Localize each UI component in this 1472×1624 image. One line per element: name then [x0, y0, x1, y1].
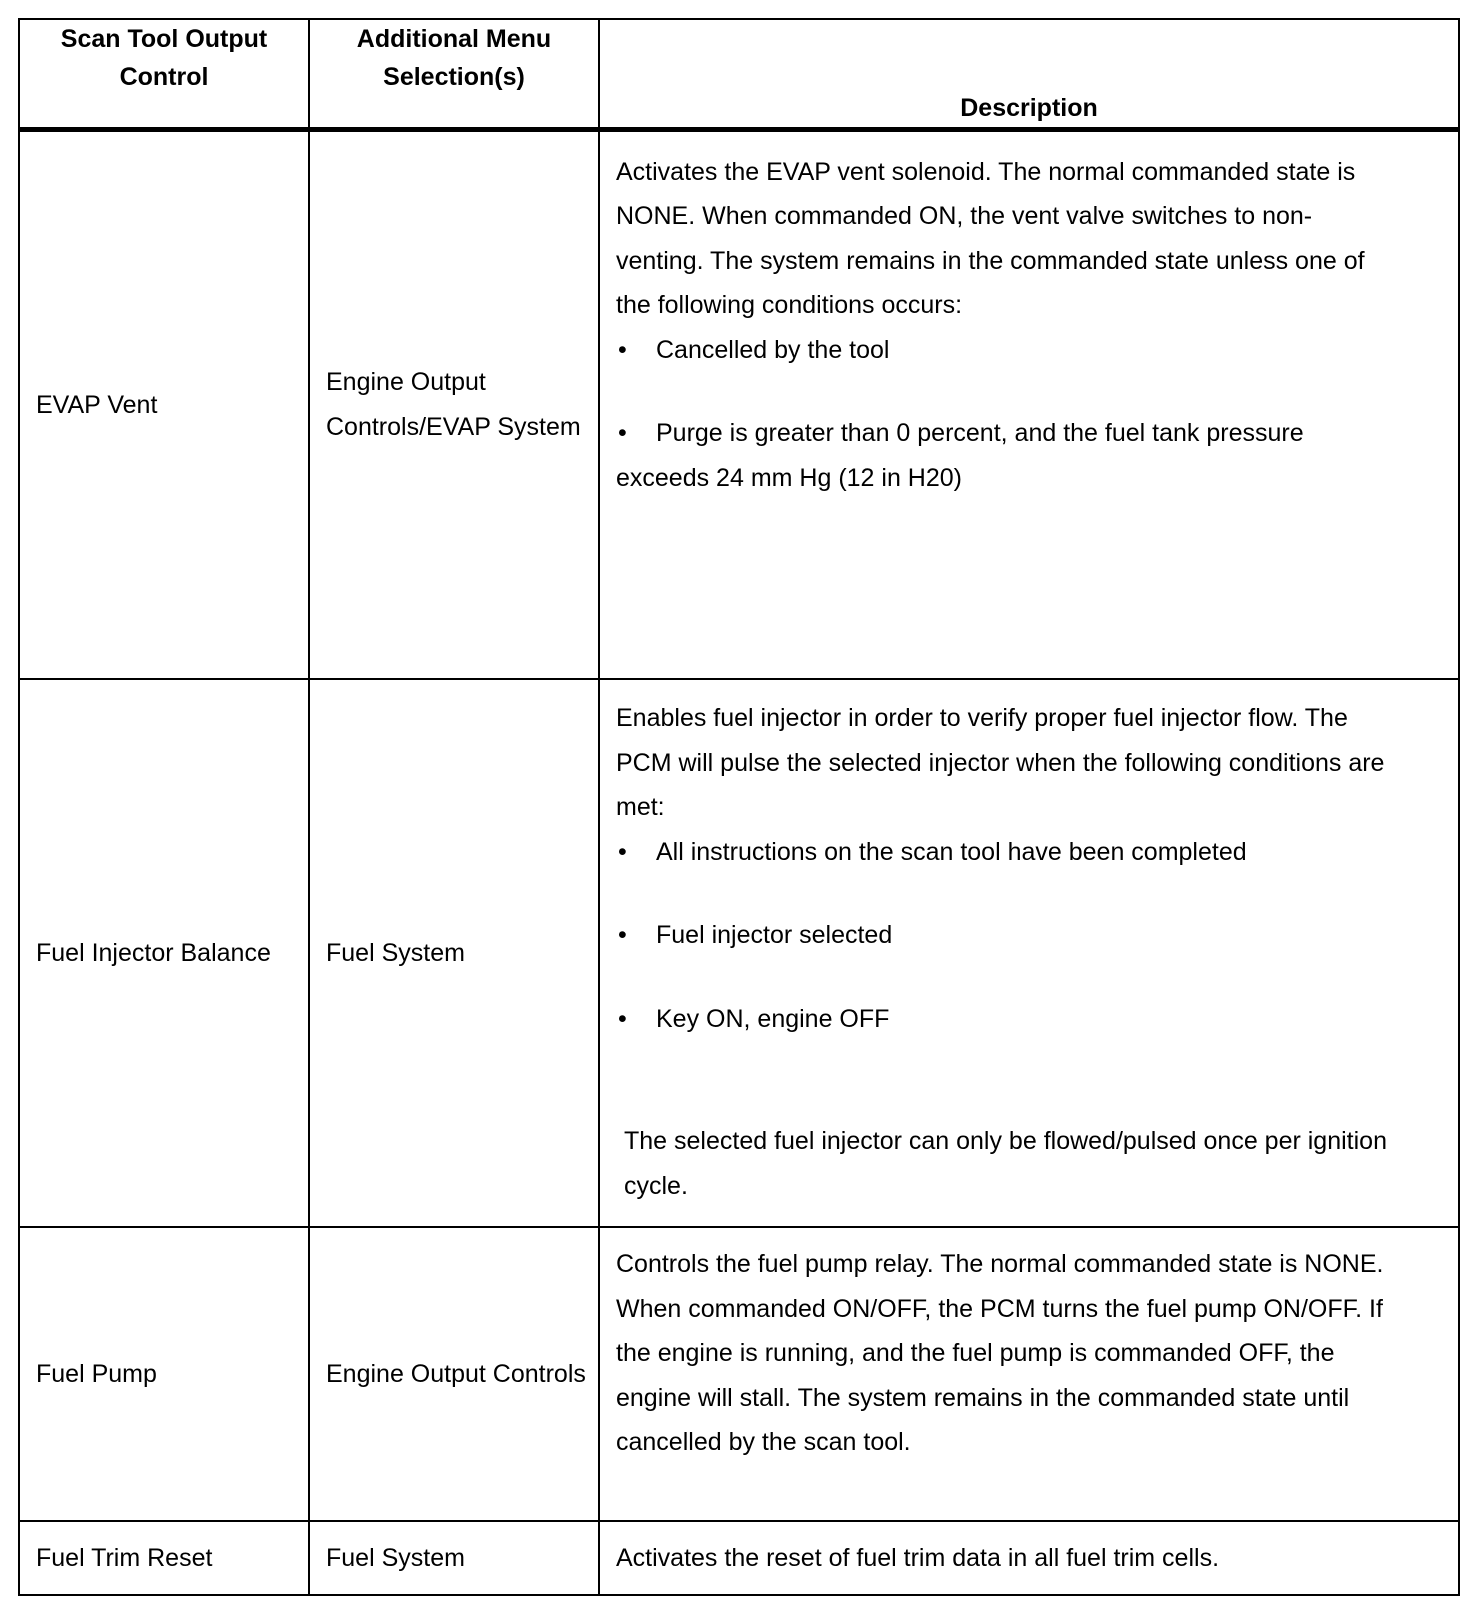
bullet-icon: • [618, 335, 627, 364]
control-name: Fuel Injector Balance [19, 679, 309, 1227]
bullet-text: Cancelled by the tool [656, 335, 890, 364]
menu-selection: Engine Output Controls/EVAP System [309, 129, 599, 679]
table-row [19, 679, 1459, 1227]
header-description: Description [599, 19, 1459, 129]
bullet-icon: • [618, 1004, 627, 1033]
header-additional-menu-selections: Additional Menu Selection(s) [309, 19, 599, 129]
bullet-icon: • [618, 837, 627, 866]
description-text: Activates the EVAP vent solenoid. The normal commanded state is NONE. When commanded ON, the vent valve switches to non-venting. The system remains in the commanded state unless one of the following conditions occurs: [616, 157, 1365, 319]
bullet-text: Fuel injector selected [656, 921, 893, 949]
note-text: The selected fuel injector can only be flowed/pulsed once per ignition cycle. [624, 1127, 1387, 1200]
bullet-icon: • [618, 419, 627, 447]
table-row [19, 1521, 1459, 1595]
bullet-item [616, 830, 1398, 875]
control-name: Fuel Pump [19, 1227, 309, 1521]
menu-selection: Fuel System [309, 679, 599, 1227]
description-text: Enables fuel injector in order to verify proper fuel injector flow. The PCM will pulse the selected injector when the following conditions are met: [616, 704, 1385, 821]
description-text: Activates the reset of fuel trim data in all fuel trim cells. [599, 1521, 1459, 1595]
control-name: EVAP Vent [19, 129, 309, 679]
header-scan-tool-output-control: Scan Tool Output Control [19, 19, 309, 129]
menu-selection: Fuel System [309, 1521, 599, 1595]
control-name: Fuel Trim Reset [19, 1521, 309, 1595]
bullet-item [616, 411, 1398, 500]
description-text: Controls the fuel pump relay. The normal commanded state is NONE. When commanded ON/OFF, the PCM turns the fuel pump ON/OFF. If the engine is running, and the fuel pump is commanded OFF, the engine will stall. The system remains in the commanded state until cancelled by the scan tool. [599, 1227, 1459, 1521]
bullet-text: Key ON, engine OFF [656, 1004, 890, 1033]
table-row [19, 1227, 1459, 1521]
bullet-item [616, 913, 1398, 958]
bullet-text: All instructions on the scan tool have been completed [656, 837, 1247, 866]
bullet-text: Purge is greater than 0 percent, and the fuel tank pressure exceeds 24 mm Hg (12 in H20) [616, 419, 1304, 492]
table-row [19, 129, 1459, 679]
description-cell [599, 129, 1459, 679]
bullet-item [616, 997, 1398, 1042]
output-controls-table [18, 18, 1460, 1596]
bullet-item [616, 328, 1398, 373]
header-row [19, 19, 1459, 129]
menu-selection: Engine Output Controls [309, 1227, 599, 1521]
bullet-icon: • [618, 921, 627, 949]
description-cell [599, 679, 1459, 1227]
